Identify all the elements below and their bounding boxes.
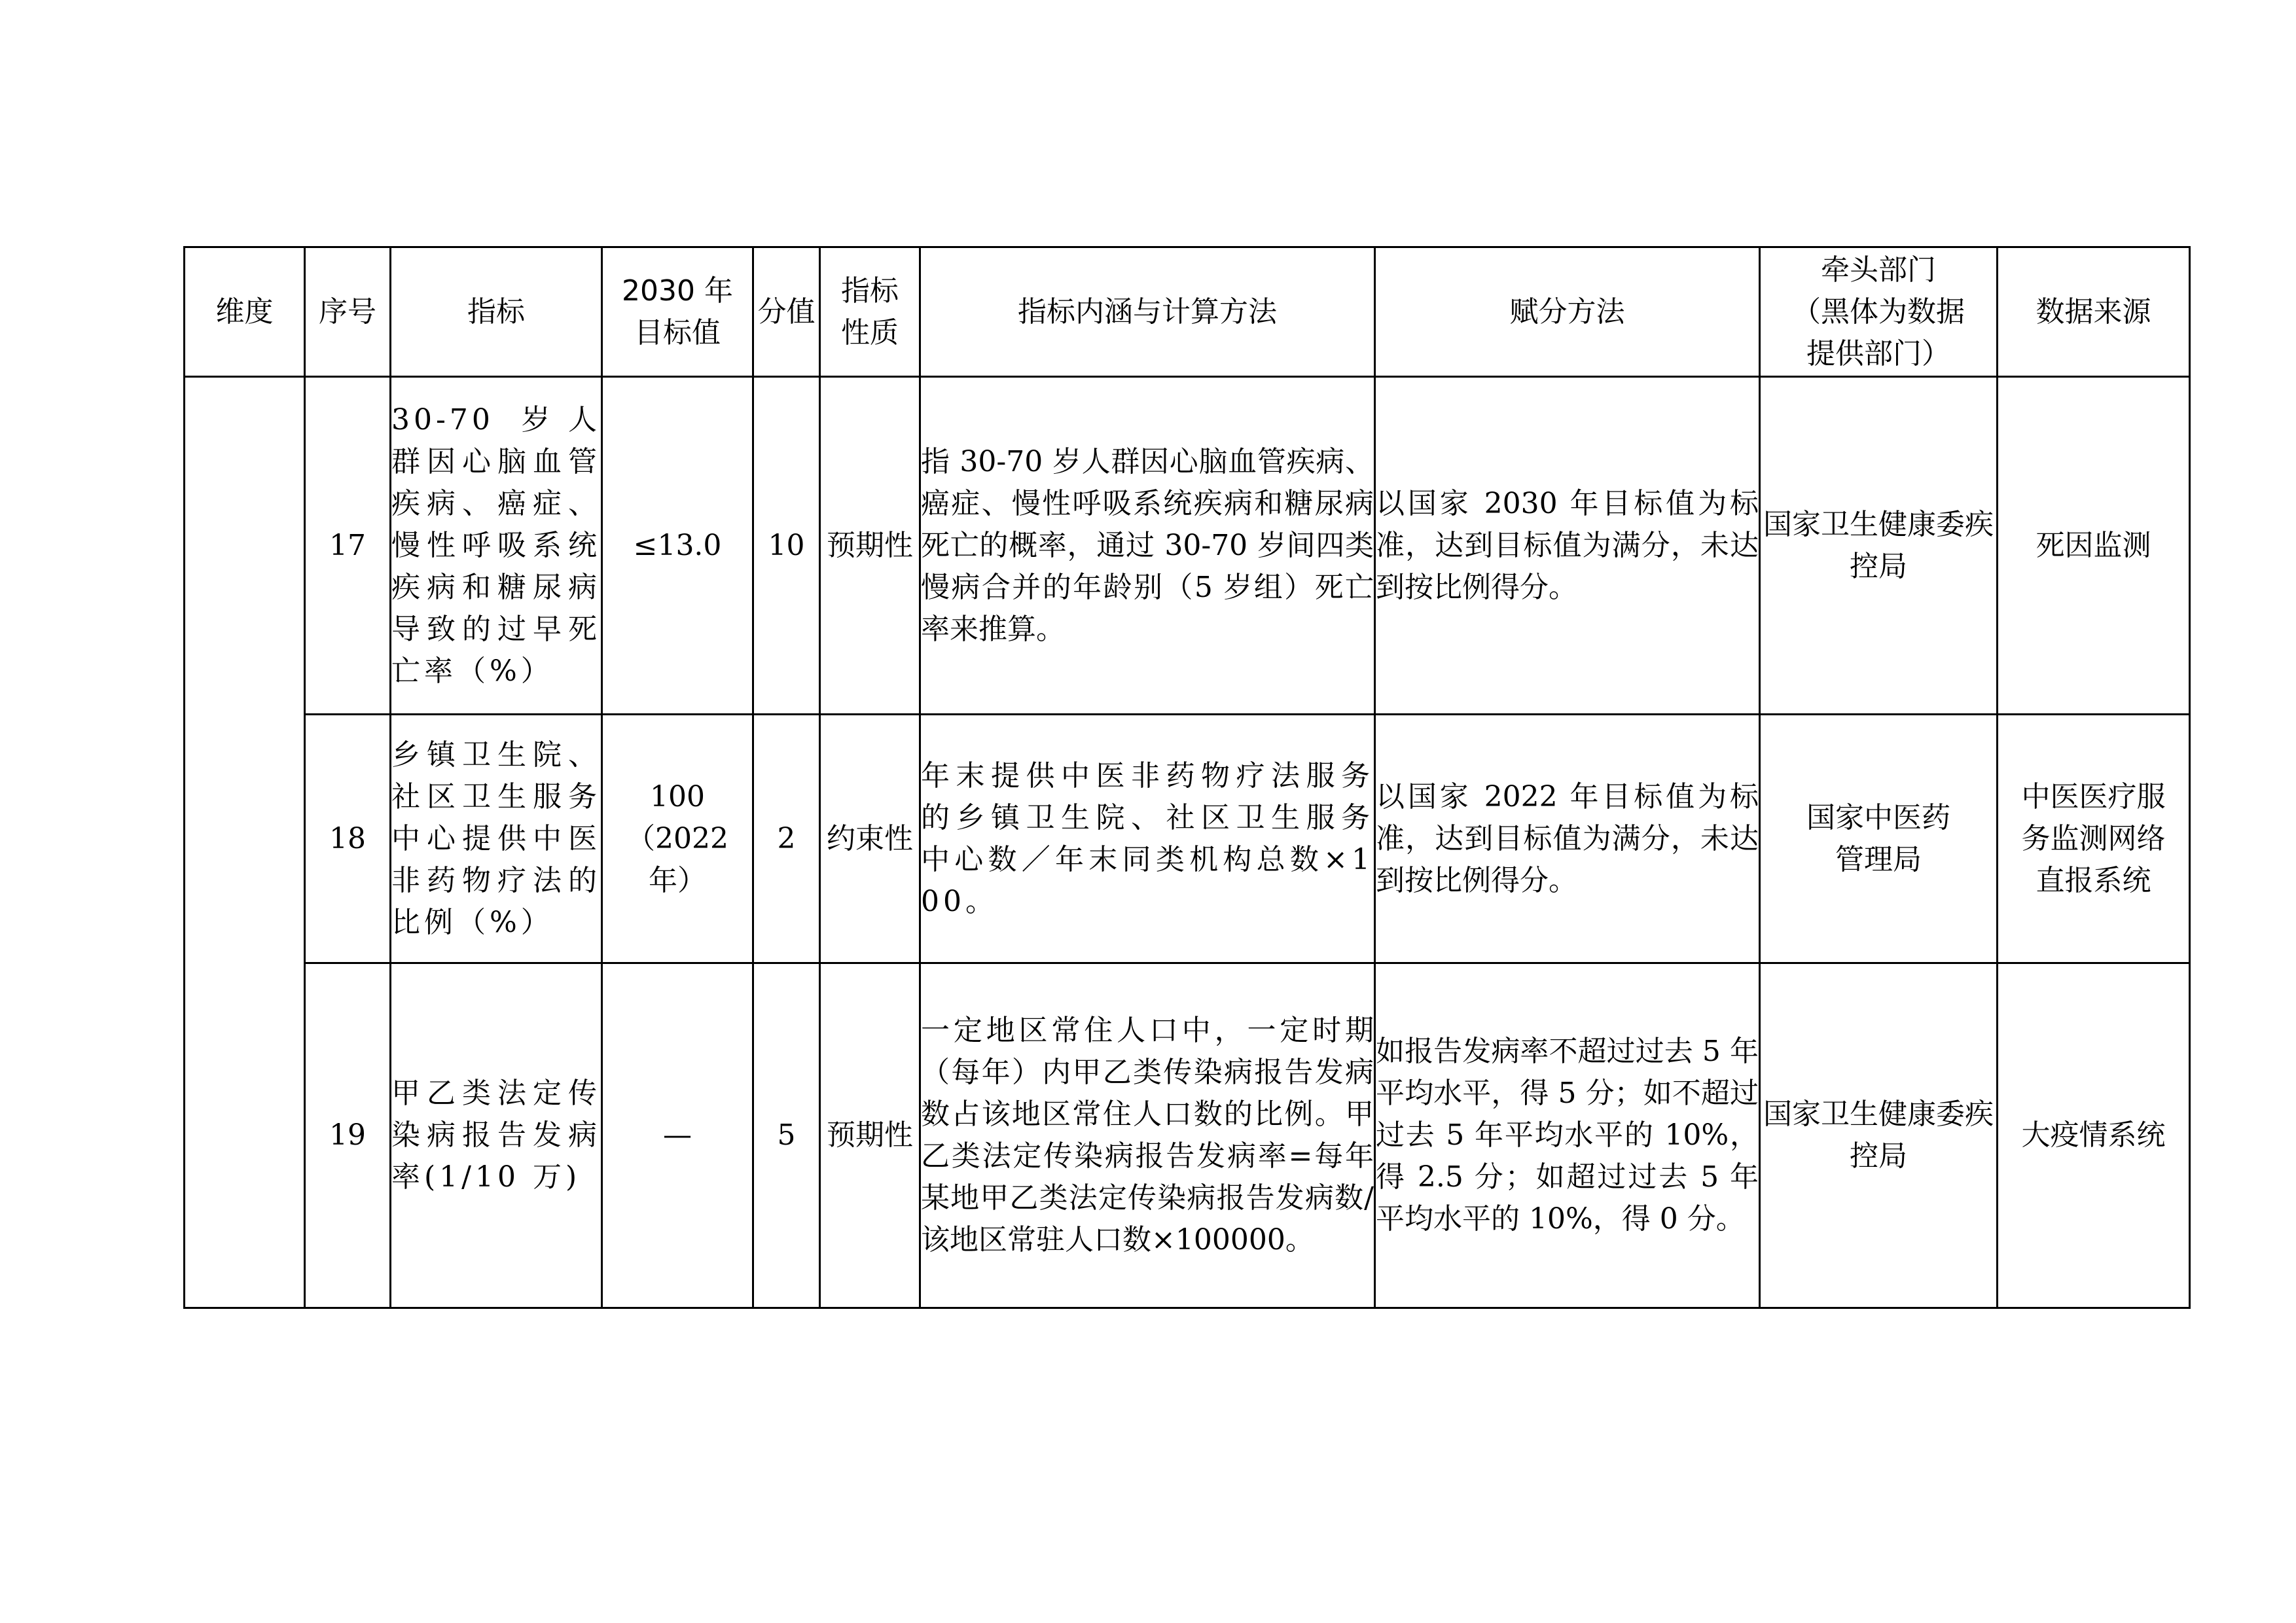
row-dept-text: 国家卫生健康委疾控局 <box>1763 507 1994 583</box>
row-method: 一定地区常住人口中，一定时期（每年）内甲乙类传染病报告发病数占该地区常住人口数的比例。甲乙类法定传染病报告发病率=每年某地甲乙类法定传染病报告发病数/该地区常驻人口数×100000。 <box>920 963 1375 1308</box>
row-seq: 18 <box>305 715 391 963</box>
row-method: 指 30-70 岁人群因心脑血管疾病、癌症、慢性呼吸系统疾病和糖尿病死亡的概率，通过 30-70 岁间四类慢病合并的年龄别（5 岁组）死亡率来推算。 <box>920 377 1375 715</box>
table-row <box>185 377 2190 715</box>
header-target-line2: 目标值 <box>634 315 721 349</box>
row-source: 大疫情系统 <box>1998 963 2190 1308</box>
row-seq: 17 <box>305 377 391 715</box>
row-dept-line2: 管理局 <box>1835 842 1922 876</box>
row-indicator: 30-70 岁人群因心脑血管疾病、癌症、慢性呼吸系统疾病和糖尿病导致的过早死亡率（%） <box>391 377 602 715</box>
row-nature: 约束性 <box>820 715 920 963</box>
row-seq: 19 <box>305 963 391 1308</box>
row-target-line2: （2022 <box>626 821 728 855</box>
row-indicator: 甲乙类法定传染病报告发病率(1/10 万) <box>391 963 602 1308</box>
row-target: — <box>602 963 753 1308</box>
header-target <box>602 247 753 377</box>
header-dept-line1: 牵头部门 <box>1821 253 1936 287</box>
row-source-line2: 务监测网络 <box>2021 821 2166 855</box>
header-score: 分值 <box>753 247 820 377</box>
row-target: ≤13.0 <box>602 377 753 715</box>
header-indicator: 指标 <box>391 247 602 377</box>
header-nature-line2: 性质 <box>841 315 899 349</box>
row-score: 2 <box>753 715 820 963</box>
row-dept <box>1760 377 1998 715</box>
row-scoring: 以国家 2030 年目标值为标准，达到目标值为满分，未达到按比例得分。 <box>1375 377 1760 715</box>
header-target-line1: 2030 年 <box>622 274 733 308</box>
header-seq: 序号 <box>305 247 391 377</box>
row-indicator: 乡镇卫生院、社区卫生服务中心提供中医非药物疗法的比例（%） <box>391 715 602 963</box>
dimension-cell <box>185 377 305 1308</box>
row-target <box>602 715 753 963</box>
row-source: 死因监测 <box>1998 377 2190 715</box>
table-row <box>185 963 2190 1308</box>
table-header-row <box>185 247 2190 377</box>
header-scoring: 赋分方法 <box>1375 247 1760 377</box>
row-method: 年末提供中医非药物疗法服务的乡镇卫生院、社区卫生服务中心数／年末同类机构总数×100。 <box>920 715 1375 963</box>
row-nature: 预期性 <box>820 377 920 715</box>
header-dept <box>1760 247 1998 377</box>
row-dept <box>1760 715 1998 963</box>
header-dept-line2: （黑体为数据 <box>1792 294 1965 329</box>
row-target-line1: 100 <box>650 779 705 813</box>
header-dimension: 维度 <box>185 247 305 377</box>
header-source: 数据来源 <box>1998 247 2190 377</box>
row-target-line3: 年） <box>649 863 706 897</box>
indicator-table <box>183 246 2191 1309</box>
header-nature-line1: 指标 <box>841 274 899 308</box>
row-dept-text: 国家卫生健康委疾控局 <box>1763 1097 1994 1173</box>
row-source <box>1998 715 2190 963</box>
header-nature <box>820 247 920 377</box>
row-source-line1: 中医医疗服 <box>2021 779 2166 813</box>
row-source-line3: 直报系统 <box>2036 863 2151 897</box>
row-score: 5 <box>753 963 820 1308</box>
row-scoring: 以国家 2022 年目标值为标准，达到目标值为满分，未达到按比例得分。 <box>1375 715 1760 963</box>
row-score: 10 <box>753 377 820 715</box>
row-dept-line1: 国家中医药 <box>1806 800 1950 834</box>
row-scoring: 如报告发病率不超过过去 5 年平均水平，得 5 分；如不超过过去 5 年平均水平的 10%，得 2.5 分；如超过过去 5 年平均水平的 10%，得 0 分。 <box>1375 963 1760 1308</box>
header-dept-line3: 提供部门） <box>1806 336 1950 370</box>
table-row <box>185 715 2190 963</box>
header-method: 指标内涵与计算方法 <box>920 247 1375 377</box>
row-nature: 预期性 <box>820 963 920 1308</box>
row-dept <box>1760 963 1998 1308</box>
